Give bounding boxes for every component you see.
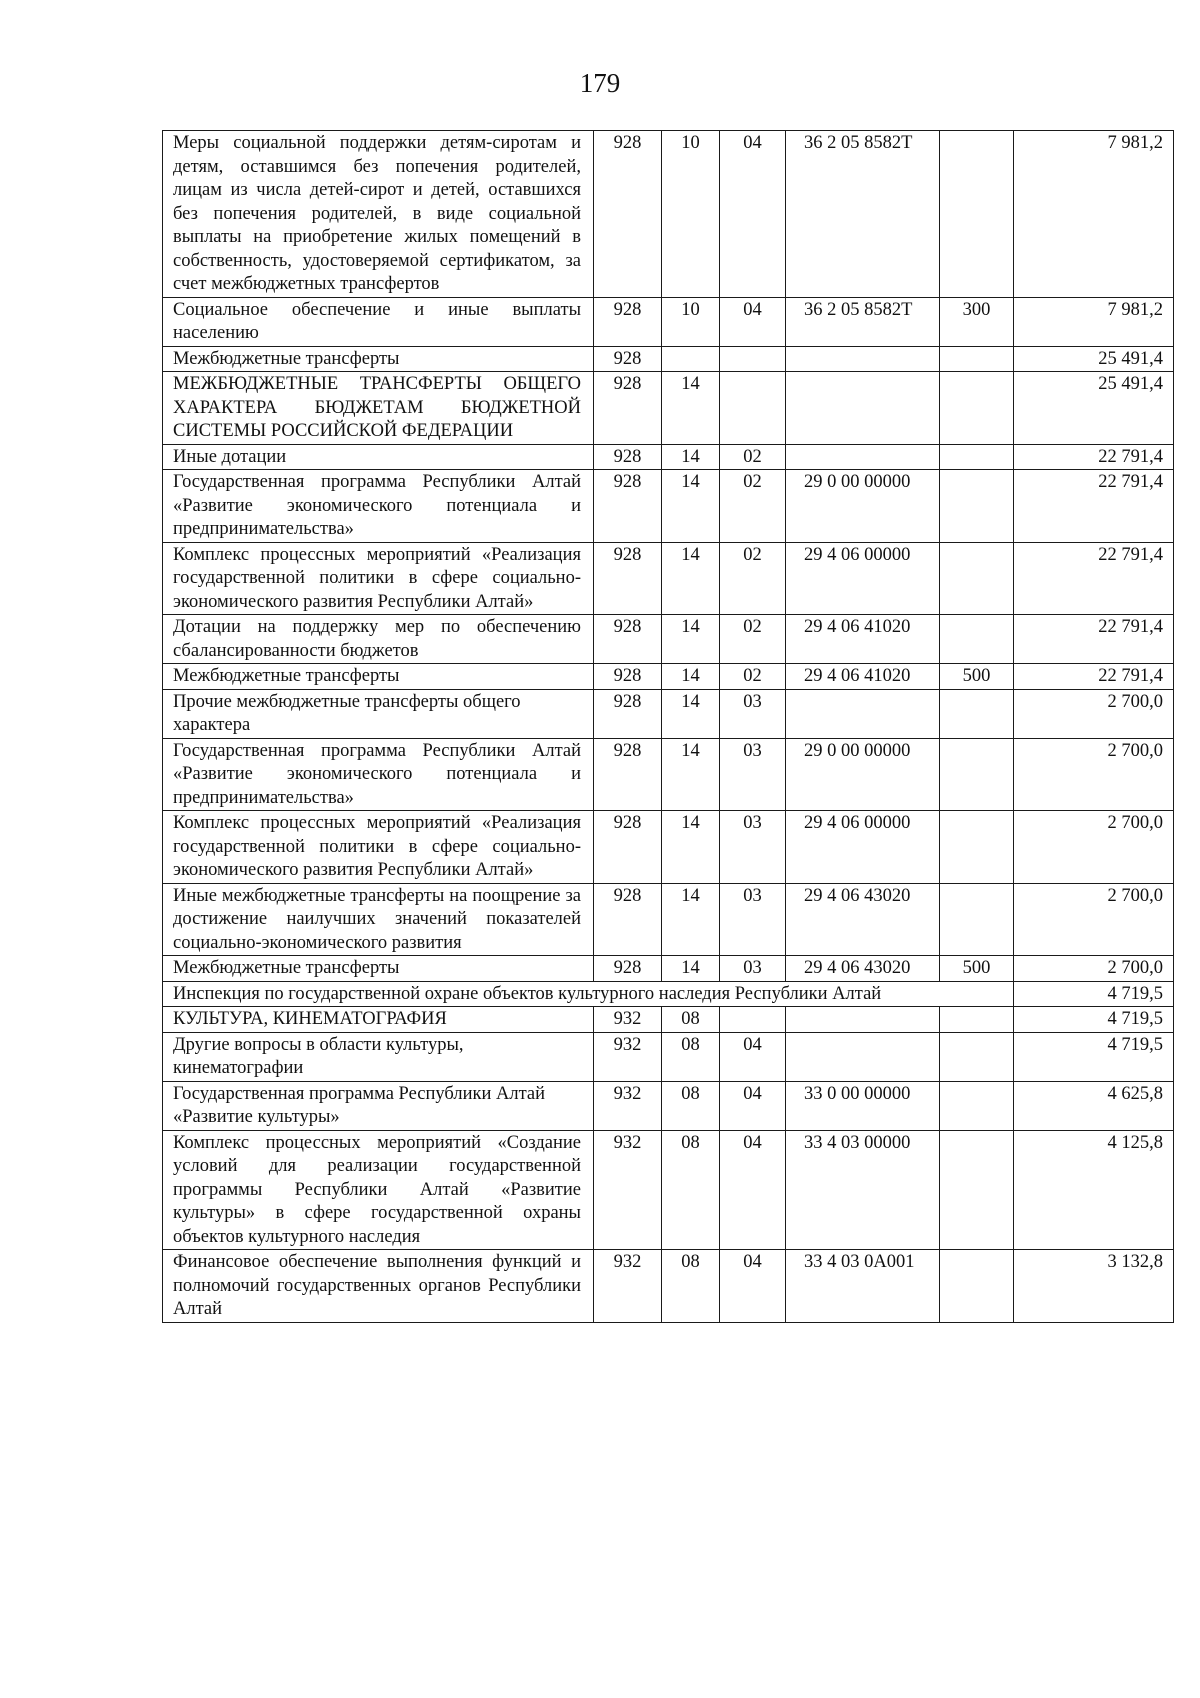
row-csr: 29 4 06 41020 (786, 664, 940, 690)
row-rz: 08 (662, 1007, 720, 1033)
row-grbs: 932 (594, 1130, 662, 1250)
row-pr: 02 (720, 444, 786, 470)
row-vr (940, 883, 1014, 956)
table-row (163, 542, 1174, 615)
row-grbs: 928 (594, 470, 662, 543)
row-amount: 2 700,0 (1014, 883, 1174, 956)
row-rz: 08 (662, 1081, 720, 1130)
row-csr: 29 0 00 00000 (786, 738, 940, 811)
table-row (163, 1081, 1174, 1130)
row-pr: 03 (720, 689, 786, 738)
row-grbs: 928 (594, 346, 662, 372)
row-csr (786, 689, 940, 738)
row-vr (940, 689, 1014, 738)
row-name: Иные дотации (163, 444, 594, 470)
row-rz: 14 (662, 956, 720, 982)
row-amount: 4 125,8 (1014, 1130, 1174, 1250)
row-rz: 10 (662, 297, 720, 346)
row-grbs: 928 (594, 689, 662, 738)
row-name: Иные межбюджетные трансферты на поощрение за достижение наилучших значений показателей социально-экономического развития (163, 883, 594, 956)
table-row (163, 372, 1174, 445)
row-pr: 03 (720, 956, 786, 982)
row-vr (940, 1130, 1014, 1250)
row-vr (940, 346, 1014, 372)
row-csr (786, 372, 940, 445)
row-csr: 29 4 06 43020 (786, 956, 940, 982)
row-name: Прочие межбюджетные трансферты общего характера (163, 689, 594, 738)
row-pr: 03 (720, 738, 786, 811)
row-grbs: 928 (594, 131, 662, 298)
row-csr: 29 4 06 43020 (786, 883, 940, 956)
row-csr: 33 4 03 00000 (786, 1130, 940, 1250)
row-pr: 04 (720, 1130, 786, 1250)
row-vr (940, 131, 1014, 298)
row-name: Комплекс процессных мероприятий «Реализация государственной политики в сфере социально-экономического развития Республики Алтай» (163, 811, 594, 884)
row-vr (940, 542, 1014, 615)
row-csr: 36 2 05 8582Т (786, 297, 940, 346)
row-pr: 04 (720, 131, 786, 298)
row-amount: 2 700,0 (1014, 811, 1174, 884)
row-grbs: 928 (594, 297, 662, 346)
row-grbs: 928 (594, 811, 662, 884)
row-amount: 7 981,2 (1014, 297, 1174, 346)
row-vr (940, 1250, 1014, 1323)
row-amount: 2 700,0 (1014, 956, 1174, 982)
row-rz: 14 (662, 542, 720, 615)
row-name: Социальное обеспечение и иные выплаты населению (163, 297, 594, 346)
row-vr: 500 (940, 956, 1014, 982)
row-csr (786, 1032, 940, 1081)
row-amount: 4 719,5 (1014, 1032, 1174, 1081)
row-name: Комплекс процессных мероприятий «Создание условий для реализации государственной программы Республики Алтай «Развитие культуры» в сфере государственной охраны объектов культурного наследия (163, 1130, 594, 1250)
row-vr (940, 811, 1014, 884)
table-row (163, 346, 1174, 372)
row-csr: 29 0 00 00000 (786, 470, 940, 543)
table-row (163, 470, 1174, 543)
row-rz: 14 (662, 470, 720, 543)
row-name: Меры социальной поддержки детям-сиротам и детям, оставшимся без попечения родителей, лицам из числа детей-сирот и детей, оставшихся без попечения родителей, в виде социальной выплаты на приобретение жилых помещений в собственность, удостоверяемой сертификатом, за счет межбюджетных трансфертов (163, 131, 594, 298)
row-vr: 300 (940, 297, 1014, 346)
row-vr (940, 1032, 1014, 1081)
row-pr (720, 1007, 786, 1033)
row-pr: 04 (720, 297, 786, 346)
table-row (163, 811, 1174, 884)
row-amount: 3 132,8 (1014, 1250, 1174, 1323)
section-title: Инспекция по государственной охране объектов культурного наследия Республики Алтай (163, 981, 1014, 1007)
row-amount: 22 791,4 (1014, 444, 1174, 470)
row-rz: 08 (662, 1250, 720, 1323)
table-row (163, 738, 1174, 811)
row-amount: 22 791,4 (1014, 542, 1174, 615)
row-csr (786, 444, 940, 470)
row-vr (940, 372, 1014, 445)
row-vr (940, 1007, 1014, 1033)
row-grbs: 928 (594, 542, 662, 615)
row-amount: 22 791,4 (1014, 615, 1174, 664)
budget-table (162, 130, 1174, 1323)
table-row (163, 131, 1174, 298)
row-grbs: 932 (594, 1032, 662, 1081)
row-amount: 2 700,0 (1014, 738, 1174, 811)
row-amount: 25 491,4 (1014, 346, 1174, 372)
row-pr: 04 (720, 1250, 786, 1323)
row-pr (720, 372, 786, 445)
row-pr: 03 (720, 883, 786, 956)
row-rz: 14 (662, 664, 720, 690)
row-amount: 4 719,5 (1014, 1007, 1174, 1033)
row-name: Межбюджетные трансферты (163, 664, 594, 690)
row-amount: 7 981,2 (1014, 131, 1174, 298)
row-rz: 14 (662, 738, 720, 811)
table-row (163, 1130, 1174, 1250)
row-vr (940, 470, 1014, 543)
row-name: Другие вопросы в области культуры, кинематографии (163, 1032, 594, 1081)
row-rz: 14 (662, 615, 720, 664)
row-grbs: 928 (594, 372, 662, 445)
table-row (163, 1250, 1174, 1323)
row-pr: 04 (720, 1032, 786, 1081)
row-csr: 33 0 00 00000 (786, 1081, 940, 1130)
row-vr (940, 444, 1014, 470)
row-amount: 2 700,0 (1014, 689, 1174, 738)
row-grbs: 932 (594, 1081, 662, 1130)
row-amount: 4 719,5 (1014, 981, 1174, 1007)
row-name: Государственная программа Республики Алтай «Развитие культуры» (163, 1081, 594, 1130)
row-name: КУЛЬТУРА, КИНЕМАТОГРАФИЯ (163, 1007, 594, 1033)
row-grbs: 928 (594, 738, 662, 811)
row-rz: 14 (662, 811, 720, 884)
row-grbs: 928 (594, 664, 662, 690)
table-row (163, 664, 1174, 690)
row-pr: 02 (720, 615, 786, 664)
page-number: 179 (579, 68, 621, 98)
row-rz: 08 (662, 1032, 720, 1081)
row-csr: 36 2 05 8582Т (786, 131, 940, 298)
row-pr: 02 (720, 470, 786, 543)
row-name: Финансовое обеспечение выполнения функций и полномочий государственных органов Республики Алтай (163, 1250, 594, 1323)
row-name: Государственная программа Республики Алтай «Развитие экономического потенциала и предпринимательства» (163, 738, 594, 811)
table-row (163, 883, 1174, 956)
table-row (163, 689, 1174, 738)
row-grbs: 932 (594, 1250, 662, 1323)
row-name: Межбюджетные трансферты (163, 956, 594, 982)
row-csr: 29 4 06 00000 (786, 542, 940, 615)
row-csr: 29 4 06 00000 (786, 811, 940, 884)
row-pr: 02 (720, 542, 786, 615)
row-vr (940, 738, 1014, 811)
row-rz: 14 (662, 444, 720, 470)
row-rz (662, 346, 720, 372)
row-pr: 02 (720, 664, 786, 690)
row-rz: 10 (662, 131, 720, 298)
row-vr (940, 1081, 1014, 1130)
section-row (163, 981, 1174, 1007)
row-grbs: 928 (594, 883, 662, 956)
row-pr: 03 (720, 811, 786, 884)
row-name: Комплекс процессных мероприятий «Реализация государственной политики в сфере социально-экономического развития Республики Алтай» (163, 542, 594, 615)
row-amount: 22 791,4 (1014, 470, 1174, 543)
table-row (163, 444, 1174, 470)
row-name: МЕЖБЮДЖЕТНЫЕ ТРАНСФЕРТЫ ОБЩЕГО ХАРАКТЕРА БЮДЖЕТАМ БЮДЖЕТНОЙ СИСТЕМЫ РОССИЙСКОЙ ФЕДЕРАЦИИ (163, 372, 594, 445)
row-vr (940, 615, 1014, 664)
row-amount: 25 491,4 (1014, 372, 1174, 445)
row-csr: 29 4 06 41020 (786, 615, 940, 664)
table-row (163, 956, 1174, 982)
row-vr: 500 (940, 664, 1014, 690)
row-name: Дотации на поддержку мер по обеспечению сбалансированности бюджетов (163, 615, 594, 664)
row-grbs: 932 (594, 1007, 662, 1033)
row-grbs: 928 (594, 615, 662, 664)
row-grbs: 928 (594, 444, 662, 470)
table-row (163, 297, 1174, 346)
row-rz: 14 (662, 883, 720, 956)
row-pr: 04 (720, 1081, 786, 1130)
row-rz: 08 (662, 1130, 720, 1250)
row-grbs: 928 (594, 956, 662, 982)
table-row (163, 615, 1174, 664)
row-csr: 33 4 03 0А001 (786, 1250, 940, 1323)
row-pr (720, 346, 786, 372)
table-row (163, 1007, 1174, 1033)
table-row (163, 1032, 1174, 1081)
row-amount: 4 625,8 (1014, 1081, 1174, 1130)
row-rz: 14 (662, 372, 720, 445)
row-amount: 22 791,4 (1014, 664, 1174, 690)
row-name: Государственная программа Республики Алтай «Развитие экономического потенциала и предпринимательства» (163, 470, 594, 543)
row-csr (786, 346, 940, 372)
row-rz: 14 (662, 689, 720, 738)
row-name: Межбюджетные трансферты (163, 346, 594, 372)
row-csr (786, 1007, 940, 1033)
